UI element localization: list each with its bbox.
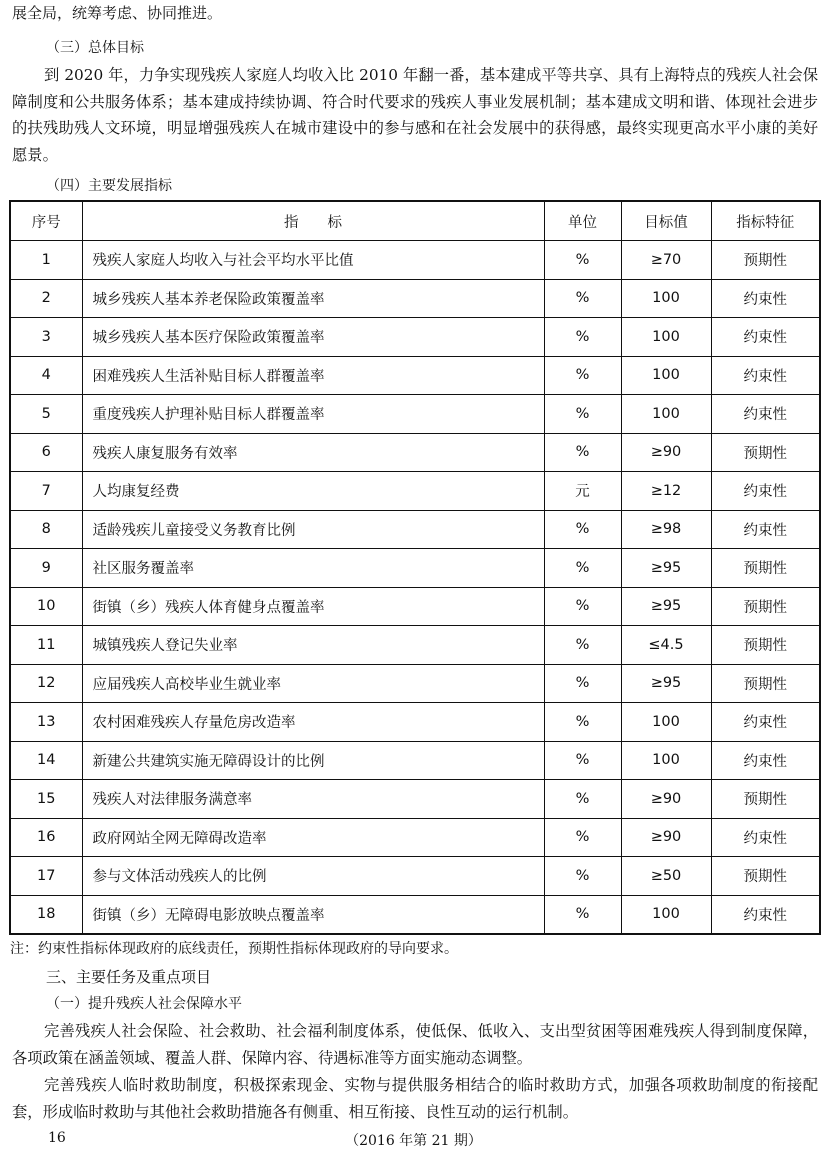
table-row — [10, 510, 820, 549]
row-indicator: 新建公共建筑实施无障碍设计的比例 — [82, 741, 544, 780]
row-feature: 约束性 — [711, 279, 820, 318]
row-indicator: 社区服务覆盖率 — [82, 549, 544, 588]
row-target: ≥50 — [621, 857, 711, 896]
row-target: 100 — [621, 703, 711, 742]
row-unit: % — [544, 664, 621, 703]
row-indicator: 重度残疾人护理补贴目标人群覆盖率 — [82, 395, 544, 434]
row-unit: % — [544, 279, 621, 318]
row-target: ≥70 — [621, 241, 711, 280]
carry-over-line: 展全局，统筹考虑、协同推进。 — [12, 4, 223, 22]
row-feature: 约束性 — [711, 395, 820, 434]
header-target: 目标值 — [621, 201, 711, 241]
row-indicator: 适龄残疾儿童接受义务教育比例 — [82, 510, 544, 549]
row-feature: 约束性 — [711, 895, 820, 934]
social-security-paragraph: 完善残疾人社会保险、社会救助、社会福利制度体系，使低保、低收入、支出型贫困等困难残疾人得到制度保障，各项政策在涵盖领域、覆盖人群、保障内容、待遇标准等方面实施动态调整。 — [12, 1022, 818, 1067]
row-target: 100 — [621, 318, 711, 357]
row-no: 3 — [10, 318, 82, 357]
row-no: 15 — [10, 780, 82, 819]
indicator-table — [9, 200, 821, 935]
row-feature: 预期性 — [711, 857, 820, 896]
header-indicator: 指 标 — [82, 201, 544, 241]
header-unit: 单位 — [544, 201, 621, 241]
row-target: ≥90 — [621, 780, 711, 819]
table-row — [10, 241, 820, 280]
row-no: 12 — [10, 664, 82, 703]
table-row — [10, 395, 820, 434]
table-header-row — [10, 201, 820, 241]
row-indicator: 应届残疾人高校毕业生就业率 — [82, 664, 544, 703]
row-target: 100 — [621, 895, 711, 934]
row-target: 100 — [621, 741, 711, 780]
row-target: ≥90 — [621, 433, 711, 472]
table-row — [10, 279, 820, 318]
row-indicator: 残疾人家庭人均收入与社会平均水平比值 — [82, 241, 544, 280]
row-unit: % — [544, 741, 621, 780]
row-no: 13 — [10, 703, 82, 742]
table-row — [10, 318, 820, 357]
issue-label: （2016 年第 21 期） — [345, 1133, 482, 1149]
row-no: 2 — [10, 279, 82, 318]
goal-paragraph: 到 2020 年，力争实现残疾人家庭人均收入比 2010 年翻一番，基本建成平等共享、具有上海特点的残疾人社会保障制度和公共服务体系；基本建成持续协调、符合时代要求的残疾人事业发展机制；基本建成文明和谐、体现社会进步的扶残助残人文环境，明显增强残疾人在城市建设中的参与感和在社会发展中的获得感，最终实现更高水平小康的美好愿景。 — [12, 66, 818, 164]
row-feature: 约束性 — [711, 818, 820, 857]
row-target: ≥95 — [621, 549, 711, 588]
heading-indicators: （四）主要发展指标 — [46, 178, 172, 194]
temporary-assistance-paragraph: 完善残疾人临时救助制度，积极探索现金、实物与提供服务相结合的临时救助方式，加强各项救助制度的衔接配套，形成临时救助与其他社会救助措施各有侧重、相互衔接、良性互动的运行机制。 — [12, 1076, 818, 1121]
row-feature: 预期性 — [711, 549, 820, 588]
row-unit: % — [544, 318, 621, 357]
row-no: 1 — [10, 241, 82, 280]
header-feature: 指标特征 — [711, 201, 820, 241]
row-unit: % — [544, 356, 621, 395]
table-row — [10, 703, 820, 742]
table-row — [10, 818, 820, 857]
row-feature: 约束性 — [711, 472, 820, 511]
table-row — [10, 587, 820, 626]
row-feature: 约束性 — [711, 703, 820, 742]
row-indicator: 街镇（乡）无障碍电影放映点覆盖率 — [82, 895, 544, 934]
row-target: 100 — [621, 356, 711, 395]
row-feature: 约束性 — [711, 741, 820, 780]
row-target: ≥98 — [621, 510, 711, 549]
row-no: 16 — [10, 818, 82, 857]
row-target: 100 — [621, 279, 711, 318]
row-target: 100 — [621, 395, 711, 434]
row-no: 5 — [10, 395, 82, 434]
row-indicator: 城乡残疾人基本养老保险政策覆盖率 — [82, 279, 544, 318]
table-row — [10, 895, 820, 934]
row-indicator: 残疾人康复服务有效率 — [82, 433, 544, 472]
page-number: 16 — [48, 1130, 66, 1146]
table-row — [10, 857, 820, 896]
row-indicator: 农村困难残疾人存量危房改造率 — [82, 703, 544, 742]
row-unit: % — [544, 433, 621, 472]
row-feature: 预期性 — [711, 587, 820, 626]
section-three-heading: 三、主要任务及重点项目 — [46, 968, 212, 986]
row-feature: 预期性 — [711, 626, 820, 665]
row-indicator: 残疾人对法律服务满意率 — [82, 780, 544, 819]
table-row — [10, 741, 820, 780]
table-row — [10, 472, 820, 511]
table-row — [10, 780, 820, 819]
row-indicator: 困难残疾人生活补贴目标人群覆盖率 — [82, 356, 544, 395]
row-unit: % — [544, 395, 621, 434]
row-indicator: 城乡残疾人基本医疗保险政策覆盖率 — [82, 318, 544, 357]
row-no: 14 — [10, 741, 82, 780]
row-unit: 元 — [544, 472, 621, 511]
row-unit: % — [544, 818, 621, 857]
row-target: ≤4.5 — [621, 626, 711, 665]
header-no: 序号 — [10, 201, 82, 241]
row-target: ≥95 — [621, 587, 711, 626]
row-unit: % — [544, 857, 621, 896]
row-feature: 预期性 — [711, 780, 820, 819]
row-feature: 约束性 — [711, 318, 820, 357]
row-no: 6 — [10, 433, 82, 472]
row-feature: 预期性 — [711, 433, 820, 472]
row-no: 18 — [10, 895, 82, 934]
row-unit: % — [544, 780, 621, 819]
heading-overall-goal: （三）总体目标 — [46, 40, 144, 56]
row-feature: 预期性 — [711, 664, 820, 703]
row-unit: % — [544, 703, 621, 742]
row-target: ≥95 — [621, 664, 711, 703]
row-no: 11 — [10, 626, 82, 665]
row-indicator: 街镇（乡）残疾人体育健身点覆盖率 — [82, 587, 544, 626]
row-no: 7 — [10, 472, 82, 511]
row-target: ≥90 — [621, 818, 711, 857]
table-row — [10, 626, 820, 665]
row-feature: 约束性 — [711, 510, 820, 549]
table-row — [10, 356, 820, 395]
row-unit: % — [544, 626, 621, 665]
row-no: 9 — [10, 549, 82, 588]
row-no: 17 — [10, 857, 82, 896]
row-unit: % — [544, 587, 621, 626]
row-unit: % — [544, 510, 621, 549]
row-unit: % — [544, 895, 621, 934]
row-feature: 约束性 — [711, 356, 820, 395]
table-row — [10, 664, 820, 703]
row-no: 10 — [10, 587, 82, 626]
table-row — [10, 433, 820, 472]
row-no: 4 — [10, 356, 82, 395]
row-target: ≥12 — [621, 472, 711, 511]
row-indicator: 参与文体活动残疾人的比例 — [82, 857, 544, 896]
row-feature: 预期性 — [711, 241, 820, 280]
row-indicator: 人均康复经费 — [82, 472, 544, 511]
row-indicator: 政府网站全网无障碍改造率 — [82, 818, 544, 857]
row-indicator: 城镇残疾人登记失业率 — [82, 626, 544, 665]
row-no: 8 — [10, 510, 82, 549]
table-note: 注：约束性指标体现政府的底线责任，预期性指标体现政府的导向要求。 — [10, 941, 458, 957]
table-row — [10, 549, 820, 588]
row-unit: % — [544, 549, 621, 588]
section-three-subheading: （一）提升残疾人社会保障水平 — [46, 996, 242, 1012]
row-unit: % — [544, 241, 621, 280]
